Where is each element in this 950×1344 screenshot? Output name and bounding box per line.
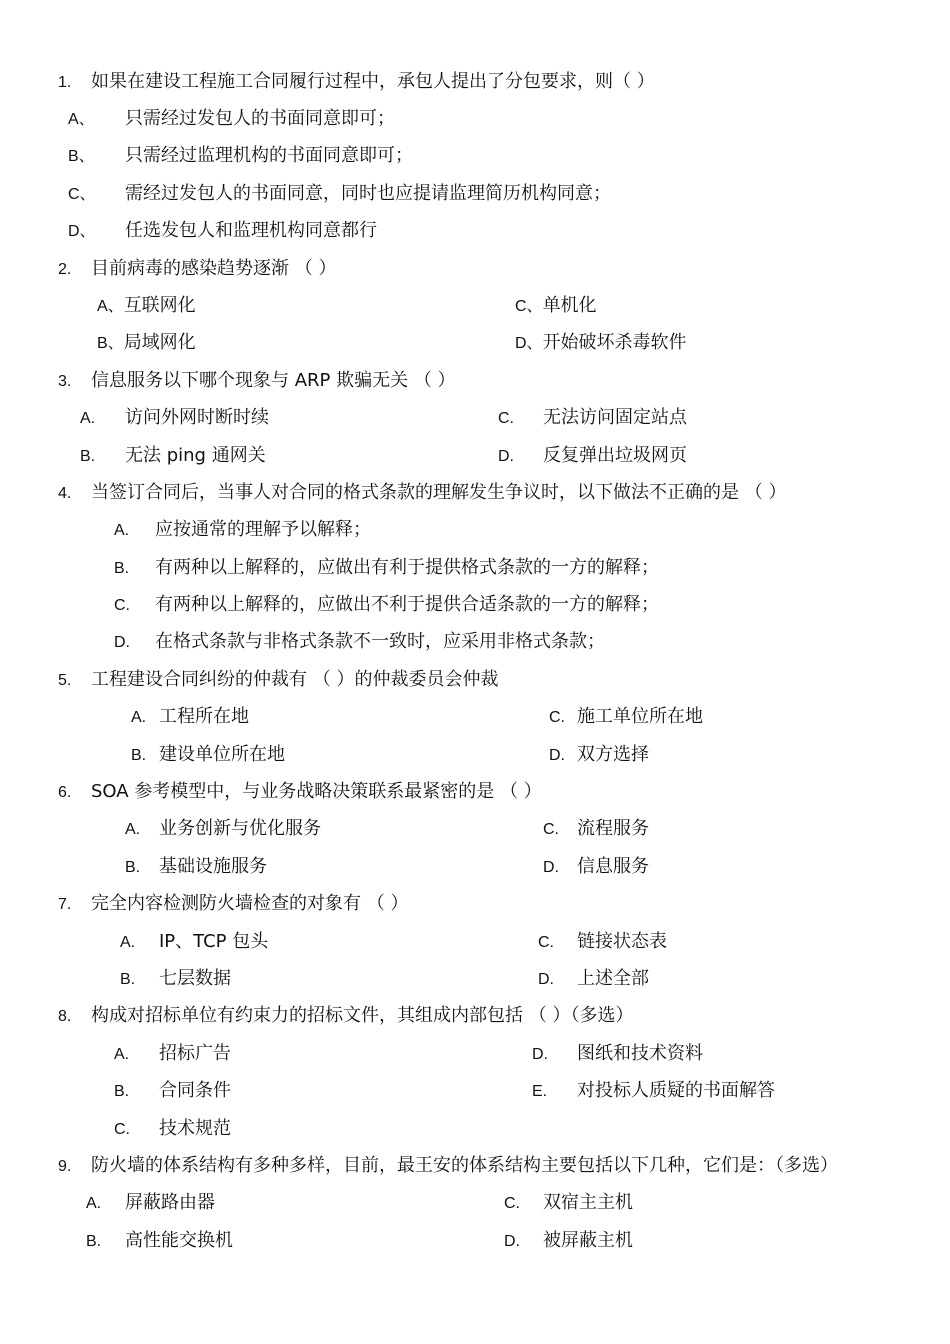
option [68,219,377,244]
option-text: 应按通常的理解予以解释； [155,519,371,540]
option [68,182,611,207]
option-label: C、 [68,186,96,203]
option [68,107,395,132]
option-text: 链接状态表 [577,931,667,952]
option-label: C. [543,821,559,838]
option-label: B. [120,971,136,988]
option-label: D、 [68,223,96,240]
option [68,144,413,169]
option-label: E. [532,1083,548,1100]
option-label: A. [80,410,96,427]
option-label: C. [538,934,554,951]
question-number: 7. [58,896,72,913]
option-label: C. [549,709,565,726]
option-text: 任选发包人和监理机构同意都行 [125,220,377,241]
option-label: D. [114,634,130,651]
option [543,817,649,842]
option [125,817,321,842]
question-text: SOA 参考模型中，与业务战略决策联系最紧密的是 （ ） [91,781,542,802]
option-label: A. [120,934,136,951]
option-label: D. [549,747,565,764]
question-number: 3. [58,373,72,390]
question-text: 防火墙的体系结构有多种多样，目前，最王安的体系结构主要包括以下几种，它们是：（多选） [91,1155,838,1176]
question-2 [58,257,337,282]
option-text: 业务创新与优化服务 [159,818,321,839]
option-text: 双方选择 [577,744,649,765]
question-7 [58,892,409,917]
option-label: A. [114,1046,130,1063]
option-label: D. [504,1233,520,1250]
option-label: D. [538,971,554,988]
option-text: 只需经过发包人的书面同意即可； [125,108,395,129]
option [114,556,659,581]
option-text: 图纸和技术资料 [577,1043,703,1064]
option-text: 高性能交换机 [125,1230,233,1251]
question-text: 信息服务以下哪个现象与 ARP 欺骗无关 （ ） [91,370,456,391]
question-number: 2. [58,261,72,278]
option [532,1079,775,1104]
option-label: A、 [97,298,124,315]
option-text: 有两种以上解释的，应做出不利于提供合适条款的一方的解释； [155,594,659,615]
option-text: 局域网化 [123,332,196,353]
option [504,1191,633,1216]
option [498,406,687,431]
option-text: 有两种以上解释的，应做出有利于提供格式条款的一方的解释； [155,557,659,578]
option-text: 互联网化 [123,295,196,316]
option-text: 访问外网时断时续 [125,407,269,428]
option-text: 合同条件 [159,1080,231,1101]
option [549,705,703,730]
option [125,855,267,880]
question-4 [58,481,787,506]
option-label: D、 [515,335,543,352]
option-text: 工程所在地 [159,706,249,727]
option-text: 上述全部 [577,968,649,989]
question-text: 构成对招标单位有约束力的招标文件，其组成内部包括 （ ）（多选） [91,1005,634,1026]
option-label: A. [131,709,147,726]
option-label: B. [80,448,96,465]
question-number: 5. [58,672,72,689]
option-text: 对投标人质疑的书面解答 [577,1080,775,1101]
question-text: 工程建设合同纠纷的仲裁有 （ ）的仲裁委员会仲裁 [91,669,499,690]
option-label: A. [125,821,141,838]
option [543,855,649,880]
question-number: 8. [58,1008,72,1025]
option-text: 招标广告 [159,1043,231,1064]
question-text: 当签订合同后，当事人对合同的格式条款的理解发生争议时，以下做法不正确的是 （ ） [91,482,787,503]
option-text: 屏蔽路由器 [125,1192,215,1213]
option-text: 建设单位所在地 [159,744,285,765]
option-text: 需经过发包人的书面同意，同时也应提请监理简历机构同意； [125,183,611,204]
option-label: B. [125,859,141,876]
option [97,294,196,319]
option [549,743,649,768]
option [80,406,269,431]
question-9 [58,1154,838,1179]
question-3 [58,369,456,394]
option [538,930,667,955]
option [114,1117,231,1142]
option-label: A、 [68,111,95,128]
option [114,1042,231,1067]
option [114,630,605,655]
option [538,967,649,992]
option [120,967,231,992]
option-label: A. [86,1195,102,1212]
option-text: 无法访问固定站点 [543,407,687,428]
option-text: 被屏蔽主机 [543,1230,633,1251]
option-text: 信息服务 [577,856,649,877]
option-label: C、 [515,298,543,315]
option [114,1079,231,1104]
option-label: C. [114,1121,130,1138]
option-label: C. [114,597,130,614]
option-label: D. [543,859,559,876]
option-text: 七层数据 [159,968,231,989]
question-text: 目前病毒的感染趋势逐渐 （ ） [91,258,337,279]
option-label: C. [498,410,514,427]
option-label: B、 [68,148,95,165]
option [120,930,269,955]
option [97,331,196,356]
question-6 [58,780,542,805]
option-label: B. [86,1233,102,1250]
option-text: 双宿主主机 [543,1192,633,1213]
option-text: 技术规范 [159,1118,231,1139]
question-number: 6. [58,784,72,801]
option [515,294,597,319]
question-number: 4. [58,485,72,502]
option-text: 施工单位所在地 [577,706,703,727]
option [114,593,659,618]
option-label: B. [114,1083,130,1100]
question-1 [58,70,655,95]
option [131,743,285,768]
option-label: A. [114,522,130,539]
option [532,1042,703,1067]
question-text: 如果在建设工程施工合同履行过程中，承包人提出了分包要求，则（ ） [91,71,655,92]
question-number: 9. [58,1158,72,1175]
option [86,1229,233,1254]
option [80,444,266,469]
option [131,705,249,730]
option [504,1229,633,1254]
option-text: IP、TCP 包头 [159,931,269,952]
option-text: 开始破坏杀毒软件 [542,332,687,353]
option-text: 反复弹出垃圾网页 [543,445,687,466]
option-text: 单机化 [542,295,597,316]
option-label: B. [131,747,147,764]
option [498,444,687,469]
option-label: B. [114,560,130,577]
option [86,1191,215,1216]
option-label: D. [532,1046,548,1063]
option-text: 在格式条款与非格式条款不一致时，应采用非格式条款； [155,631,605,652]
option-text: 基础设施服务 [159,856,267,877]
question-8 [58,1004,634,1029]
option-label: C. [504,1195,520,1212]
option-text: 只需经过监理机构的书面同意即可； [125,145,413,166]
option-label: B、 [97,335,124,352]
option [114,518,371,543]
question-number: 1. [58,74,72,91]
question-text: 完全内容检测防火墙检查的对象有 （ ） [91,893,409,914]
question-5 [58,668,499,693]
option-text: 流程服务 [577,818,649,839]
option-text: 无法 ping 通网关 [125,445,266,466]
option-label: D. [498,448,514,465]
option [515,331,687,356]
